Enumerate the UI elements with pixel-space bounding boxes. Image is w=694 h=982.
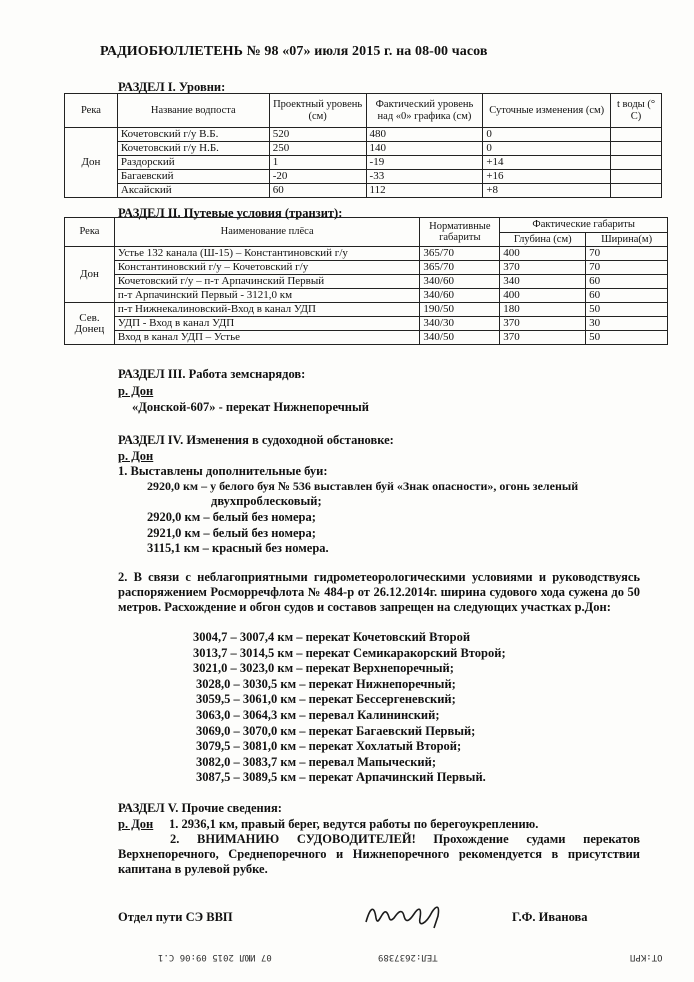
actual-level-cell: -19	[366, 156, 483, 170]
gauge-name-cell: Кочетовский г/у В.Б.	[117, 128, 269, 142]
department-label: Отдел пути СЭ ВВП	[118, 910, 233, 924]
buoy-line: 3115,1 км – красный без номера.	[147, 541, 329, 555]
actual-level-cell: 112	[366, 184, 483, 198]
transit-row	[65, 303, 668, 317]
levels-row	[65, 128, 662, 142]
river-cell: Сев. Донец	[65, 303, 115, 345]
levels-table	[64, 93, 662, 198]
levels-row	[65, 142, 662, 156]
water-temp-cell	[611, 128, 662, 142]
restricted-stretch-item: 3059,5 – 3061,0 км – перекат Бессергеневский;	[196, 692, 456, 707]
buoys-item: 1. Выставлены дополнительные буи:	[118, 464, 328, 478]
river-cell: Дон	[65, 247, 115, 303]
fax-phone: ТЕЛ:2637389	[378, 952, 438, 962]
norm-dimensions-cell: 190/50	[420, 303, 500, 317]
gauge-name-cell: Аксайский	[117, 184, 269, 198]
depth-cell: 340	[500, 275, 586, 289]
section-5-heading: РАЗДЕЛ V. Прочие сведения:	[118, 801, 282, 815]
header-gauge: Название водпоста	[117, 94, 269, 128]
design-level-cell: 60	[269, 184, 366, 198]
design-level-cell: 1	[269, 156, 366, 170]
section-4-river: р. Дон	[118, 449, 154, 463]
width-cell: 30	[586, 317, 668, 331]
depth-cell: 400	[500, 289, 586, 303]
header-daily-change: Суточные изменения (см)	[483, 94, 611, 128]
norm-dimensions-cell: 340/60	[420, 289, 500, 303]
gauge-name-cell: Багаевский	[117, 170, 269, 184]
transit-row	[65, 317, 668, 331]
restricted-stretch-item: 3082,0 – 3083,7 км – перевал Мапыческий;	[196, 754, 437, 769]
section-3-river: р. Дон	[118, 384, 154, 398]
restricted-stretch-item: 3021,0 – 3023,0 км – перекат Верхнепоречный;	[193, 661, 454, 676]
depth-cell: 180	[500, 303, 586, 317]
restricted-stretch-item: 3013,7 – 3014,5 км – перекат Семикаракорский Второй;	[193, 645, 506, 660]
norm-dimensions-cell: 365/70	[420, 261, 500, 275]
header-depth: Глубина (см)	[500, 232, 586, 247]
header-actual-dimensions: Фактические габариты	[500, 218, 668, 233]
norm-dimensions-cell: 340/50	[420, 331, 500, 345]
width-cell: 60	[586, 289, 668, 303]
header-stretch: Наименование плёса	[114, 218, 420, 247]
section-3-heading: РАЗДЕЛ III. Работа земснарядов:	[118, 367, 306, 381]
norm-dimensions-cell: 340/30	[420, 317, 500, 331]
transit-row	[65, 289, 668, 303]
water-temp-cell	[611, 184, 662, 198]
transit-row	[65, 247, 668, 261]
actual-level-cell: 140	[366, 142, 483, 156]
gauge-name-cell: Кочетовский г/у Н.Б.	[117, 142, 269, 156]
transit-row	[65, 331, 668, 345]
norm-dimensions-cell: 340/60	[420, 275, 500, 289]
levels-row	[65, 170, 662, 184]
daily-change-cell: 0	[483, 142, 611, 156]
buoy-line: 2920,0 км – белый без номера;	[147, 510, 316, 524]
water-temp-cell	[611, 156, 662, 170]
fax-header-strip	[0, 950, 694, 964]
norm-dimensions-cell: 365/70	[420, 247, 500, 261]
header-width: Ширина(м)	[586, 232, 668, 247]
transit-table	[64, 217, 668, 345]
river-cell: Дон	[65, 128, 118, 198]
water-temp-cell	[611, 170, 662, 184]
restricted-stretch-item: 3063,0 – 3064,3 км – перевал Калининский;	[196, 708, 440, 722]
stretch-name-cell: Устье 132 канала (Ш-15) – Константиновский г/у	[114, 247, 420, 261]
stretch-name-cell: Кочетовский г/у – п-т Арпачинский Первый	[114, 275, 420, 289]
width-cell: 70	[586, 247, 668, 261]
buoy-line: 2920,0 км – у белого буя № 536 выставлен буй «Знак опасности», огонь зеленый	[147, 479, 579, 493]
restricted-stretch-item: 3004,7 – 3007,4 км – перекат Кочетовский Второй	[193, 630, 471, 644]
transit-row	[65, 275, 668, 289]
depth-cell: 400	[500, 247, 586, 261]
restriction-paragraph: 2. В связи с неблагоприятными гидрометеорологическими условиями и руководствуясь распоряжением Росморречфлота № 484-р от 26.12.2014г. ширина судового хода сужена до 50 метров. Расхождение и обгон судов и составов запрещен на следующих участках р.Дон:	[118, 570, 640, 614]
water-temp-cell	[611, 142, 662, 156]
fax-sender: ОТ:КРП	[630, 952, 663, 962]
depth-cell: 370	[500, 331, 586, 345]
stretch-name-cell: Вход в канал УДП – Устье	[114, 331, 420, 345]
header-water-temp: t воды (° С)	[611, 94, 662, 128]
levels-row	[65, 156, 662, 170]
width-cell: 50	[586, 331, 668, 345]
signature-image	[362, 898, 452, 934]
stretch-name-cell: п-т Арпачинский Первый - 3121,0 км	[114, 289, 420, 303]
header-river: Река	[65, 218, 115, 247]
buoy-line: двухпроблесковый;	[211, 494, 322, 508]
section-5-river: р. Дон	[118, 817, 154, 831]
signer-name: Г.Ф. Иванова	[512, 910, 588, 924]
levels-header-row	[65, 94, 662, 128]
other-info-line-1: 1. 2936,1 км, правый берег, ведутся работы по берегоукреплению.	[169, 817, 539, 831]
restricted-stretch-item: 3079,5 – 3081,0 км – перекат Хохлатый Второй;	[196, 739, 462, 754]
daily-change-cell: +14	[483, 156, 611, 170]
depth-cell: 370	[500, 317, 586, 331]
daily-change-cell: +8	[483, 184, 611, 198]
stretch-name-cell: п-т Нижнекалиновский-Вход в канал УДП	[114, 303, 420, 317]
dredger-line: «Донской-607» - перекат Нижнепоречный	[132, 400, 369, 414]
bulletin-title: РАДИОБЮЛЛЕТЕНЬ № 98 «07» июля 2015 г. на 08-00 часов	[100, 44, 488, 59]
depth-cell: 370	[500, 261, 586, 275]
design-level-cell: 520	[269, 128, 366, 142]
header-river: Река	[65, 94, 118, 128]
restricted-stretch-item: 3069,0 – 3070,0 км – перекат Багаевский Первый;	[196, 723, 476, 738]
actual-level-cell: 480	[366, 128, 483, 142]
section-1-heading: РАЗДЕЛ I. Уровни:	[118, 80, 226, 94]
daily-change-cell: +16	[483, 170, 611, 184]
actual-level-cell: -33	[366, 170, 483, 184]
design-level-cell: -20	[269, 170, 366, 184]
stretch-name-cell: Константиновский г/у – Кочетовский г/у	[114, 261, 420, 275]
section-4-heading: РАЗДЕЛ IV. Изменения в судоходной обстановке:	[118, 433, 394, 447]
header-norm-dimensions: Нормативные габариты	[420, 218, 500, 247]
stretch-name-cell: УДП - Вход в канал УДП	[114, 317, 420, 331]
restricted-stretch-item: 3028,0 – 3030,5 км – перекат Нижнепоречный;	[196, 676, 456, 691]
daily-change-cell: 0	[483, 128, 611, 142]
fax-date: 07 ИЮЛ 2015 09:06 С.1	[158, 952, 272, 962]
width-cell: 60	[586, 275, 668, 289]
transit-row	[65, 261, 668, 275]
width-cell: 70	[586, 261, 668, 275]
design-level-cell: 250	[269, 142, 366, 156]
header-actual-level: Фактический уровень над «0» графика (см)	[366, 94, 483, 128]
levels-row	[65, 184, 662, 198]
header-design-level: Проектный уровень (см)	[269, 94, 366, 128]
other-info-line-2: 2. ВНИМАНИЮ СУДОВОДИТЕЛЕЙ! Прохождение судами перекатов Верхнепоречного, Среднепоречного и Нижнепоречного рекомендуется в присутствии капитана в рулевой рубке.	[118, 832, 640, 876]
restricted-stretch-item: 3087,5 – 3089,5 км – перекат Арпачинский Первый.	[196, 770, 486, 785]
buoy-line: 2921,0 км – белый без номера;	[147, 526, 316, 540]
section-2-heading: РАЗДЕЛ II. Путевые условия (транзит):	[118, 206, 343, 220]
gauge-name-cell: Раздорский	[117, 156, 269, 170]
width-cell: 50	[586, 303, 668, 317]
